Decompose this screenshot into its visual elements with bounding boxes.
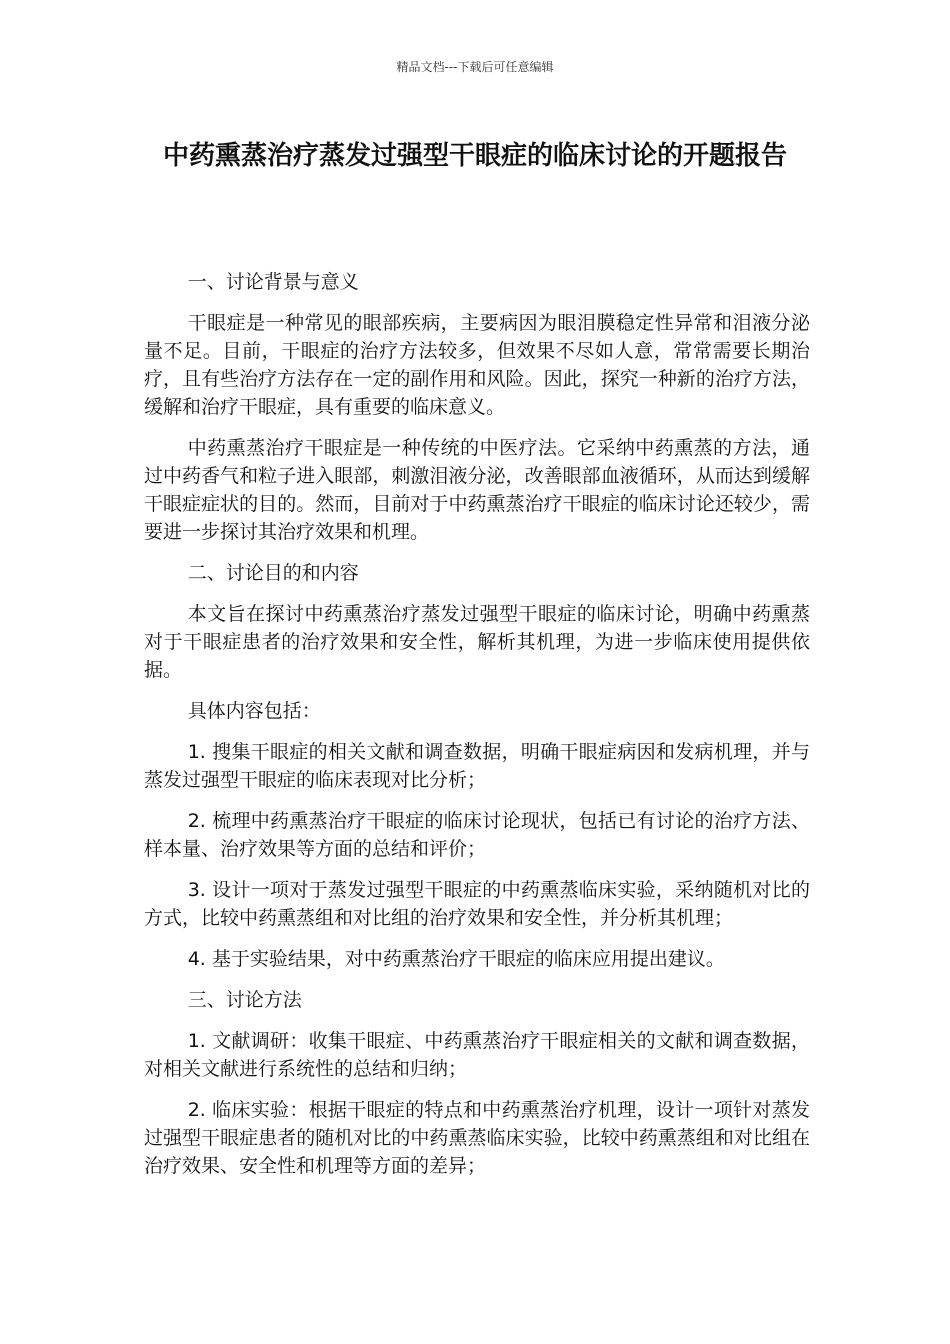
document-title: 中药熏蒸治疗蒸发过强型干眼症的临床讨论的开题报告 (162, 141, 787, 171)
list-item: 2. 临床实验：根据干眼症的特点和中药熏蒸治疗机理，设计一项针对蒸发过强型干眼症患者的随机对比的中药熏蒸临床实验，比较中药熏蒸组和对比组在治疗效果、安全性和机理等方面的差异； (144, 1099, 810, 1177)
list-item: 4. 基于实验结果，对中药熏蒸治疗干眼症的临床应用提出建议。 (187, 948, 725, 970)
list-item: 1. 搜集干眼症的相关文献和调查数据，明确干眼症病因和发病机理，并与蒸发过强型干眼症的临床表现对比分析； (144, 741, 810, 791)
list-item: 1. 文献调研：收集干眼症、中药熏蒸治疗干眼症相关的文献和调查数据，对相关文献进行系统性的总结和归纳； (144, 1030, 810, 1080)
document-body (144, 268, 810, 1193)
paragraph: 中药熏蒸治疗干眼症是一种传统的中医疗法。它采纳中药熏蒸的方法，通过中药香气和粒子进入眼部，刺激泪液分泌，改善眼部血液循环，从而达到缓解干眼症症状的目的。然而，目前对于中药熏蒸治疗干眼症的临床讨论还较少，需要进一步探讨其治疗效果和机理。 (144, 437, 810, 543)
section-heading-background: 一、讨论背景与意义 (187, 271, 359, 293)
paragraph: 干眼症是一种常见的眼部疾病，主要病因为眼泪膜稳定性异常和泪液分泌量不足。目前，干眼症的治疗方法较多，但效果不尽如人意，常常需要长期治疗，且有些治疗方法存在一定的副作用和风险。因此，探究一种新的治疗方法，缓解和治疗干眼症，具有重要的临床意义。 (144, 312, 810, 418)
section-heading-purpose: 二、讨论目的和内容 (187, 562, 359, 584)
paragraph: 本文旨在探讨中药熏蒸治疗蒸发过强型干眼症的临床讨论，明确中药熏蒸对于干眼症患者的治疗效果和安全性，解析其机理，为进一步临床使用提供依据。 (144, 603, 810, 681)
list-item: 2. 梳理中药熏蒸治疗干眼症的临床讨论现状，包括已有讨论的治疗方法、样本量、治疗效果等方面的总结和评价； (144, 810, 810, 860)
list-item: 3. 设计一项对于蒸发过强型干眼症的中药熏蒸临床实验，采纳随机对比的方式，比较中药熏蒸组和对比组的治疗效果和安全性，并分析其机理； (144, 879, 810, 929)
page-header: 精品文档---下载后可任意编辑 (396, 60, 554, 74)
paragraph: 具体内容包括： (187, 700, 321, 722)
section-heading-methods: 三、讨论方法 (187, 989, 302, 1011)
